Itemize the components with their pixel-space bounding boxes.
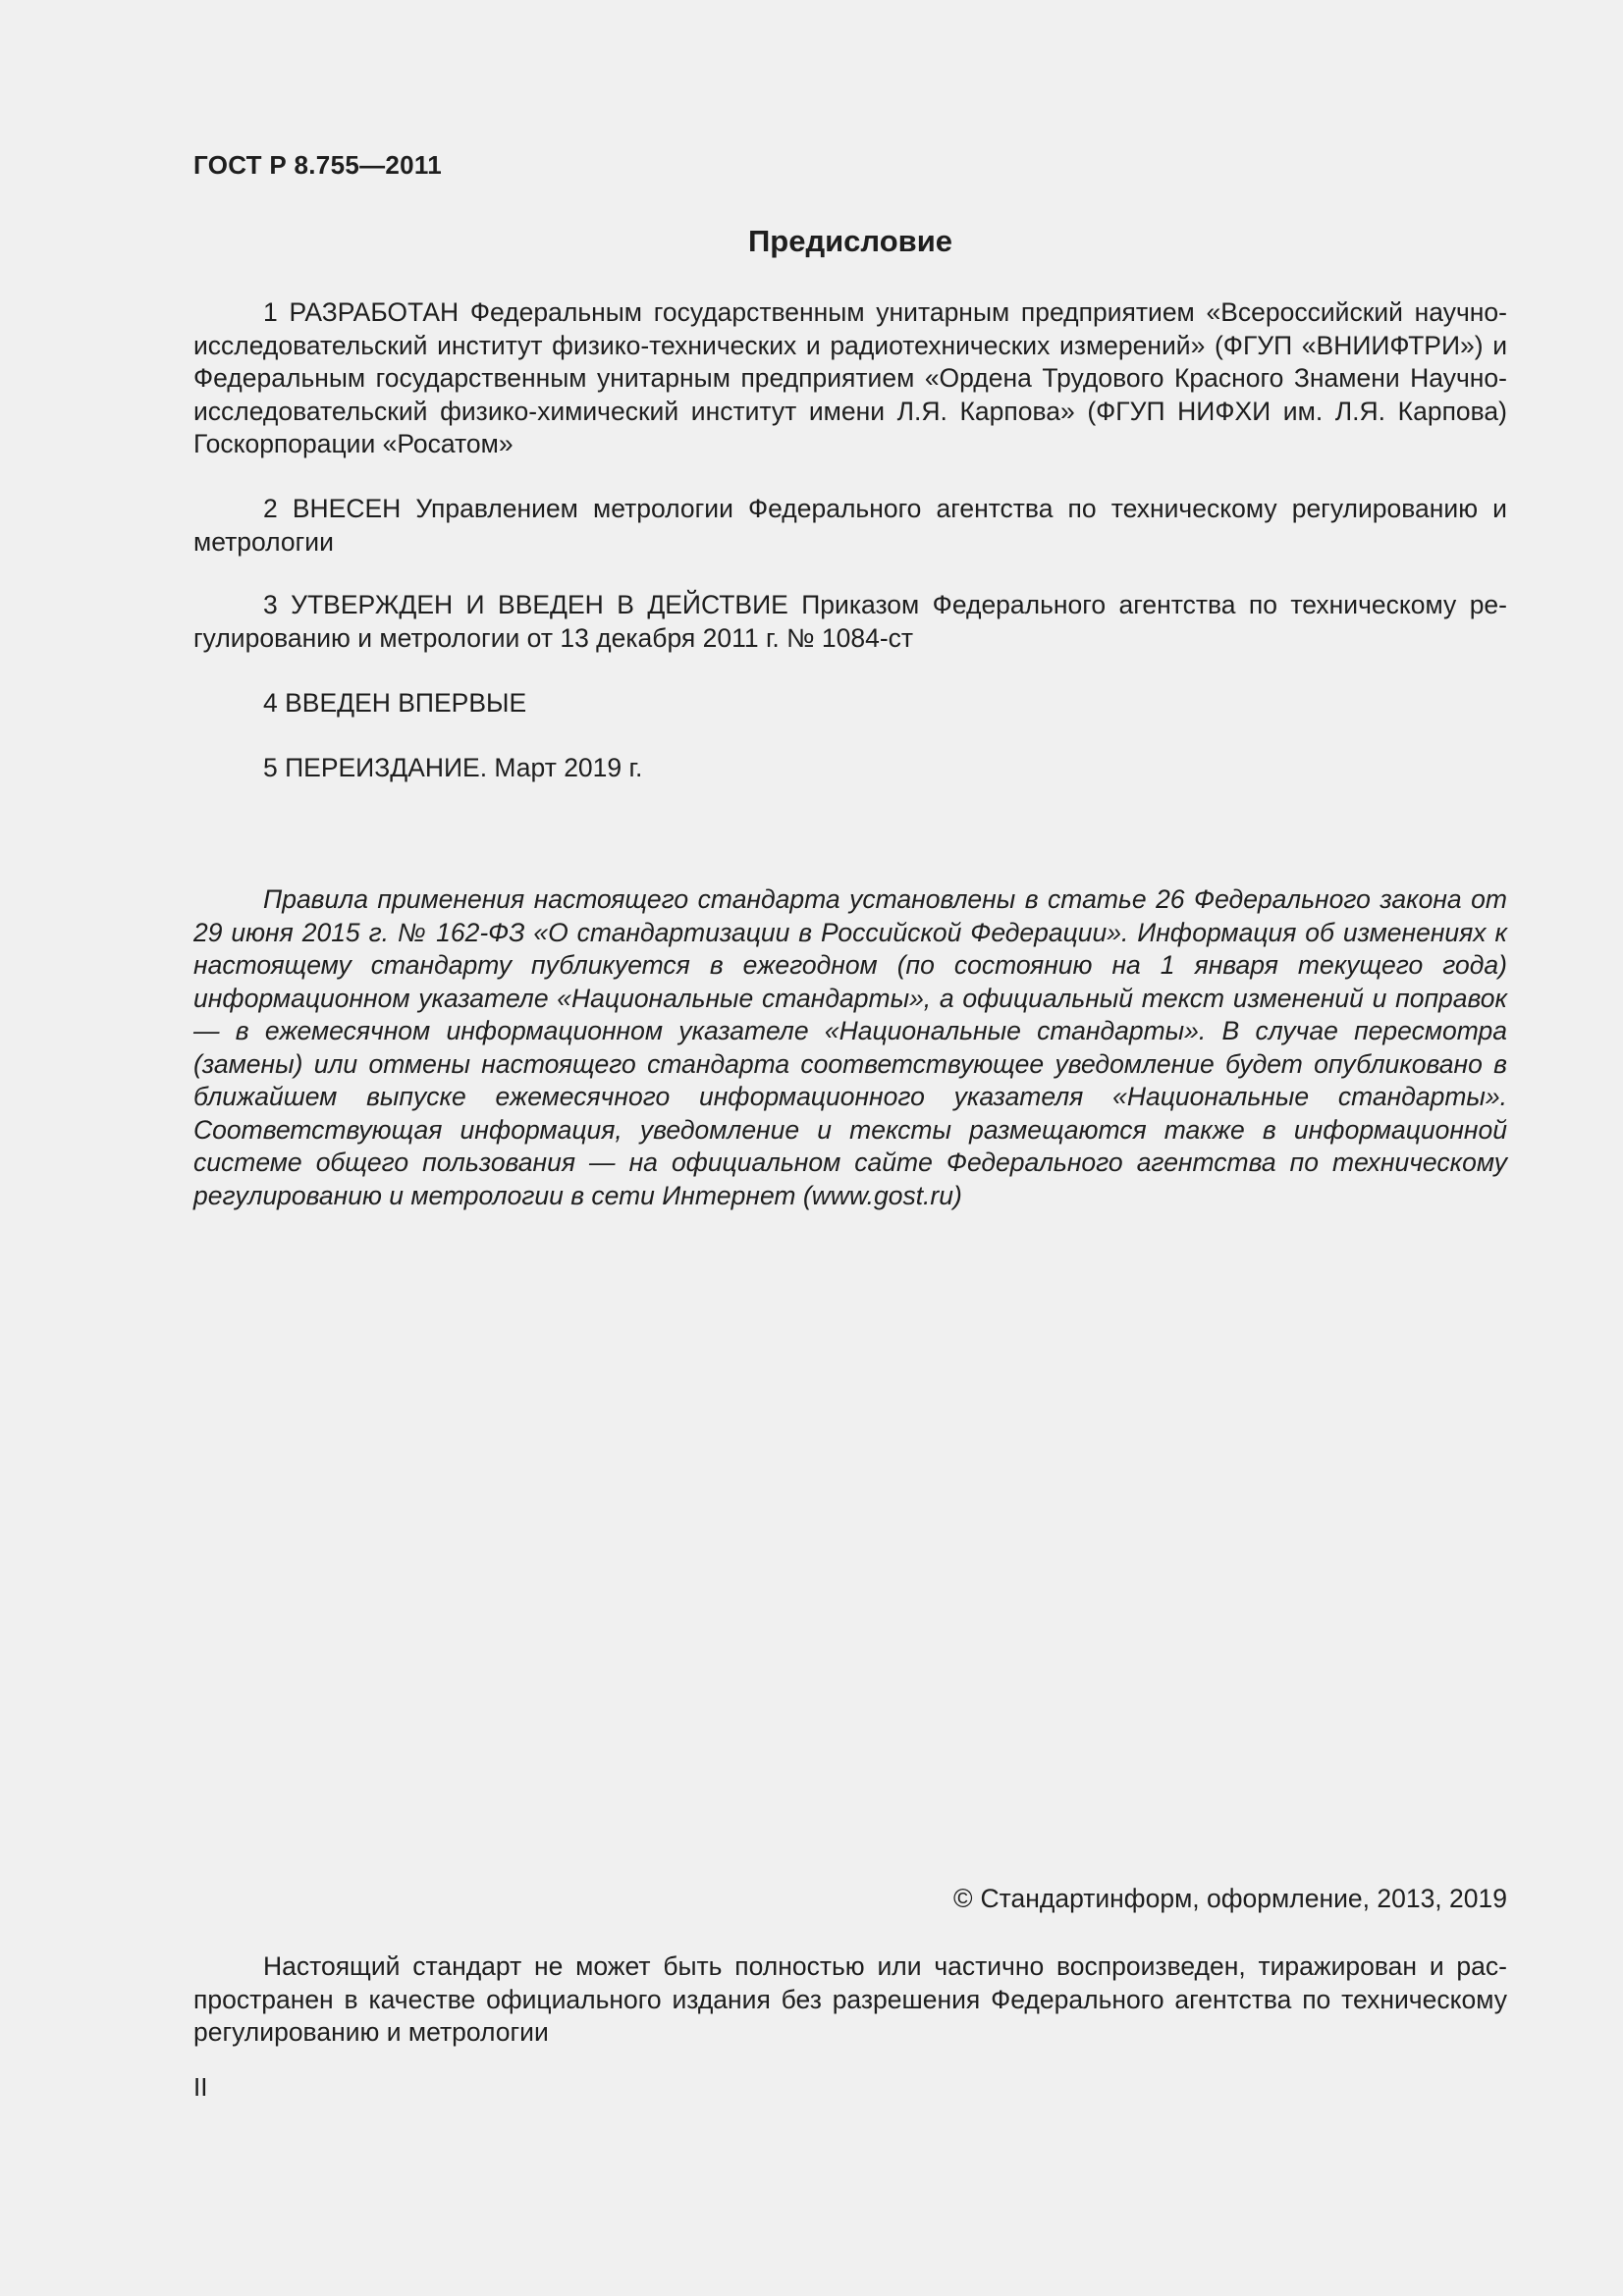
reproduction-notice: Настоящий стандарт не может быть полностью или частично воспроизведен, тиражирован и распространен в качестве официального издания без разрешения Федерального агентства по техническому регулированию и метрологии (193, 1951, 1507, 2047)
page-number: II (193, 2072, 208, 2102)
preface-item-4: 4 ВВЕДЕН ВПЕРВЫЕ (263, 688, 527, 718)
preface-item-1: 1 РАЗРАБОТАН Федеральным государственным унитарным предприятием «Всероссийский научно-исследовательский институт физико-технических и радиотехнических измерений» (ФГУП «ВНИИФТРИ») и Федеральным государственным унитарным предприятием «Ордена Трудового Красного Знамени Научно-исследовательский физико-химический институт имени Л.Я. Карпова» (ФГУП НИФХИ им. Л.Я. Карпова) Госкорпорации «Росатом» (193, 297, 1507, 458)
document-code: ГОСТ Р 8.755—2011 (193, 150, 442, 180)
page-title: Предисловие (747, 224, 952, 258)
copyright-icon: © (952, 1884, 973, 1913)
document-page (193, 0, 1507, 2296)
standard-application-notice: Правила применения настоящего стандарта установлены в статье 26 Федерального закона от 29 июня 2015 г. № 162-ФЗ «О стандартизации в Российской Федерации». Информация об изменениях к настоящему стандарту публикуется в ежегодном (по состоянию на 1 января текущего года) информационном указателе «Национальные стандарты», а официальный текст изменений и поправок — в ежемесячном информационном указателе «Национальные стандарты». В случае пересмотра (замены) или отмены настоящего стандарта соответствующее уведомление будет опубликовано в ближайшем выпуске ежемесячного информационного указателя «Национальные стандарты». Соответствующая информация, уведомление и тексты размещаются также в информационной системе общего пользования — на официальном сайте Федерального агентства по техническому регулированию и метрологии в сети Интернет (www.gost.ru) (193, 884, 1507, 1210)
preface-item-3: 3 УТВЕРЖДЕН И ВВЕДЕН В ДЕЙСТВИЕ Приказом Федерального агентства по техническому регулированию и метрологии от 13 декабря 2011 г. № 1084-ст (193, 590, 1507, 653)
preface-item-5: 5 ПЕРЕИЗДАНИЕ. Март 2019 г. (263, 753, 643, 782)
preface-item-2: 2 ВНЕСЕН Управлением метрологии Федерального агентства по техническому регулированию и метрологии (193, 494, 1507, 557)
copyright-text: Стандартинформ, оформление, 2013, 2019 (980, 1884, 1507, 1913)
copyright-line (193, 1884, 1507, 1914)
